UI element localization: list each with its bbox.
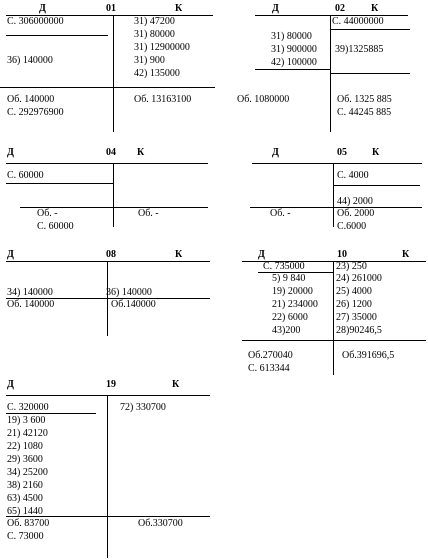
debit-label: Д (7, 147, 14, 158)
debit-turnover: Об. 140000 (7, 299, 55, 310)
credit-label: К (175, 249, 183, 260)
debit-entry: С. 60000 (7, 170, 44, 181)
credit-opening: С. 44000000 (332, 16, 384, 27)
credit-turnover: Об. 2000 (337, 208, 375, 219)
debit-entry: С. 735000 (263, 261, 305, 272)
balance-line (6, 35, 108, 36)
credit-turnover: Об. 1325 885 (337, 94, 392, 105)
header-line (6, 261, 210, 262)
balance-line (6, 183, 113, 184)
credit-entry: 72) 330700 (120, 402, 166, 413)
debit-turnover: Об. - (37, 208, 58, 219)
credit-entry: 39)1325885 (335, 44, 384, 55)
debit-entry: 38) 2160 (7, 480, 43, 491)
turnover-line (6, 516, 210, 517)
account-number: 01 (106, 3, 116, 14)
debit-entry: 21) 234000 (272, 299, 318, 310)
closing-balance: С.6000 (337, 221, 367, 232)
account-02 (230, 0, 428, 135)
credit-entry: 26) 1200 (336, 299, 372, 310)
closing-balance: С. 613344 (248, 363, 290, 374)
debit-entry: С. 306000000 (7, 16, 64, 27)
debit-label: Д (258, 249, 265, 260)
account-number: 08 (106, 249, 116, 260)
closing-balance: С. 292976900 (7, 107, 64, 118)
turnover-line (0, 87, 215, 88)
divider-line (107, 395, 108, 558)
credit-entry: 31) 80000 (134, 29, 175, 40)
credit-entry: 23) 250 (336, 261, 367, 272)
debit-turnover: Об. 140000 (7, 94, 55, 105)
credit-entry: 44) 2000 (337, 196, 373, 207)
credit-entry: 31) 900 (134, 55, 165, 66)
credit-turnover: Об.330700 (138, 518, 183, 529)
header-line (6, 163, 208, 164)
closing-balance: С. 60000 (37, 221, 74, 232)
divider-line (333, 163, 334, 227)
debit-turnover: Об.270040 (248, 350, 293, 361)
debit-label: Д (272, 3, 279, 14)
debit-turnover: Об. 83700 (7, 518, 50, 529)
debit-entry: 34) 140000 (7, 287, 53, 298)
account-number: 19 (106, 379, 116, 390)
debit-turnover: Об. - (270, 208, 291, 219)
credit-entry: 28)90246,5 (336, 325, 382, 336)
account-05 (230, 140, 428, 240)
account-08 (0, 245, 215, 345)
debit-label: Д (7, 249, 14, 260)
debit-entry: 36) 140000 (7, 55, 53, 66)
credit-entry: 31) 12900000 (134, 42, 190, 53)
divider-line (333, 261, 334, 375)
debit-entry: 34) 25200 (7, 467, 48, 478)
debit-entry: 5) 9 840 (272, 273, 306, 284)
divider-line (113, 163, 114, 227)
credit-entry: С. 4000 (337, 170, 369, 181)
debit-entry: 42) 100000 (271, 57, 317, 68)
header-line (252, 163, 422, 164)
credit-entry: 42) 135000 (134, 68, 180, 79)
credit-entry: 25) 4000 (336, 286, 372, 297)
header-line (6, 395, 210, 396)
account-19 (0, 375, 215, 560)
credit-entry: 31) 47200 (134, 16, 175, 27)
debit-entry: 63) 4500 (7, 493, 43, 504)
credit-entry: 24) 261000 (336, 273, 382, 284)
account-01 (0, 0, 215, 135)
balance-line (330, 29, 410, 30)
credit-entry: 36) 140000 (106, 287, 152, 298)
debit-label: Д (39, 3, 46, 14)
debit-entry: 21) 42120 (7, 428, 48, 439)
credit-entry: 27) 35000 (336, 312, 377, 323)
closing-balance: С. 44245 885 (337, 107, 392, 118)
account-number: 02 (335, 3, 345, 14)
debit-label: Д (7, 379, 14, 390)
account-number: 10 (337, 249, 347, 260)
balance-line (333, 185, 420, 186)
credit-label: К (172, 379, 180, 390)
closing-balance: С. 73000 (7, 531, 44, 542)
debit-entry: 65) 1440 (7, 506, 43, 517)
debit-entry: 31) 80000 (271, 31, 312, 42)
account-10 (230, 245, 428, 380)
credit-turnover: Об. 13163100 (134, 94, 192, 105)
debit-label: Д (272, 147, 279, 158)
credit-label: К (175, 3, 183, 14)
credit-label: К (371, 3, 379, 14)
credit-turnover: Об.140000 (111, 299, 156, 310)
turnover-line (242, 340, 426, 341)
account-04 (0, 140, 215, 240)
debit-entry: 22) 1080 (7, 441, 43, 452)
debit-entry: 19) 3 600 (7, 415, 46, 426)
debit-entry: С. 320000 (7, 402, 49, 413)
credit-label: К (402, 249, 410, 260)
debit-entry: 43)200 (272, 325, 301, 336)
debit-entry: 29) 3600 (7, 454, 43, 465)
balance-line (6, 413, 96, 414)
debit-entry: 31) 900000 (271, 44, 317, 55)
credit-turnover: Об. - (138, 208, 159, 219)
debit-entry: 19) 20000 (272, 286, 313, 297)
account-number: 05 (337, 147, 347, 158)
credit-label: К (372, 147, 380, 158)
divider-line (113, 15, 114, 132)
account-number: 04 (106, 147, 116, 158)
credit-bottom-line (330, 73, 410, 74)
debit-turnover: Об. 1080000 (237, 94, 290, 105)
credit-label: К (137, 147, 145, 158)
credit-turnover: Об.391696,5 (342, 350, 395, 361)
debit-bottom-line (255, 69, 330, 70)
debit-entry: 22) 6000 (272, 312, 308, 323)
